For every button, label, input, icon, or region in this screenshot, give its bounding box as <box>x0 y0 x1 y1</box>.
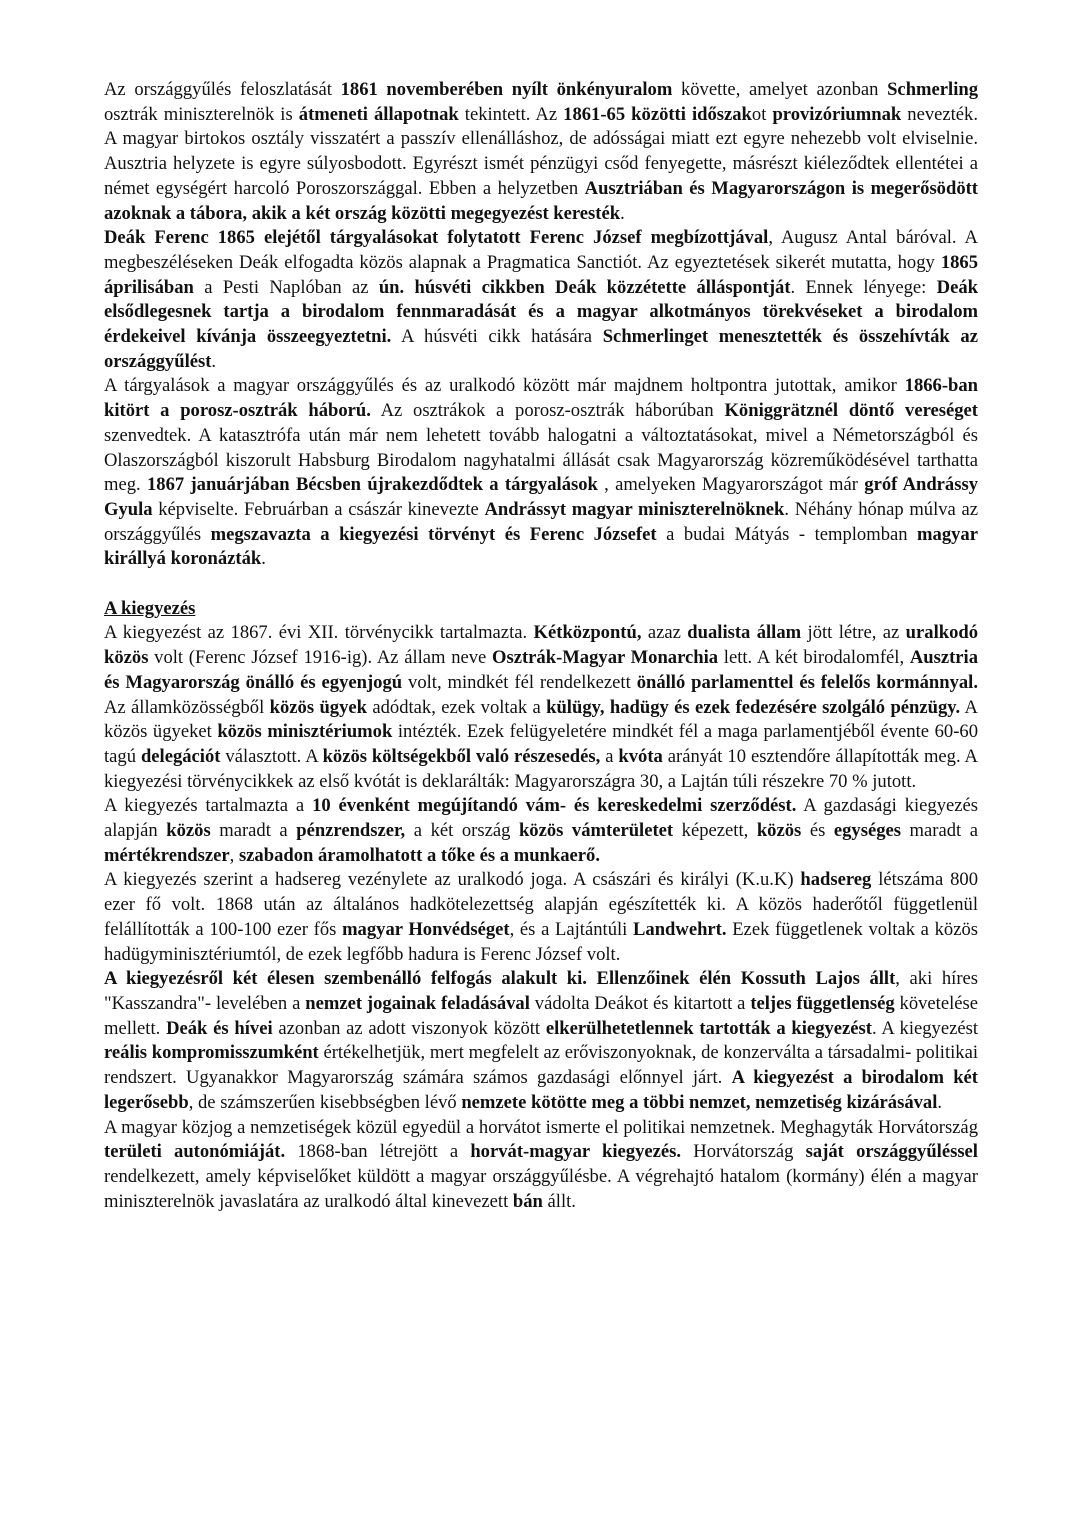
text-run: osztrák miniszterelnök is <box>104 103 299 125</box>
text-run: azonban az adott viszonyok között <box>272 1017 546 1039</box>
bold-text: mértékrendszer <box>104 844 230 866</box>
text-run: , de számszerűen kisebbségben lévő <box>188 1091 462 1113</box>
bold-text: dualista állam <box>687 622 802 644</box>
bold-text: közös <box>166 820 211 842</box>
text-run: volt (Ferenc József 1916-ig). Az állam neve <box>148 647 493 669</box>
bold-text: Schmerling <box>887 79 978 100</box>
text-run: ot <box>751 103 773 125</box>
section-heading: A kiegyezés <box>104 597 196 619</box>
text-run: rendelkezett, amely képviselőket küldött a magyar országgyűlésbe. A végrehajtó hatalom (kormány) élén a magyar miniszterelnök javaslatára az uralkodó által kinevezett <box>104 1165 978 1212</box>
bold-text: Ausztriában és Magyarországon is megerősödött azoknak a tábora, akik a két ország közötti megegyezést keresték <box>104 177 978 224</box>
paragraph <box>104 621 978 794</box>
text-run: lett. A két birodalomfél, <box>718 647 910 669</box>
bold-text: gróf Andrássy Gyula <box>104 474 979 520</box>
bold-text: teljes függetlenség <box>750 993 895 1014</box>
bold-text: átmeneti állapotnak <box>298 103 459 125</box>
text-run: . Néhány hónap múlva az országgyűlés <box>104 498 978 545</box>
bold-text: önálló parlamenttel és felelős kormánnyal. <box>636 671 978 693</box>
text-run: a budai Mátyás - templomban <box>656 523 918 545</box>
text-run: választott. A <box>220 745 323 767</box>
bold-text: reális kompromisszumként <box>104 1042 319 1064</box>
text-run <box>587 968 597 989</box>
text-run: , amelyeken Magyarországot már <box>597 474 865 496</box>
bold-text: közös <box>756 820 802 842</box>
text-run: . <box>620 202 625 224</box>
bold-text: közös minisztériumok <box>217 721 393 743</box>
text-run: 1868-ban létrejött a <box>285 1141 471 1163</box>
paragraph <box>104 226 978 374</box>
text-run: A kiegyezés szerint a hadsereg vezénylete az uralkodó joga. A császári és királyi (K.u.K) <box>104 869 801 891</box>
bold-text: nemzet jogainak feladásával <box>305 993 530 1014</box>
text-run: . Ennek lényege: <box>790 276 937 298</box>
bold-text: Schmerlinget menesztették és összehívták az országgyűlést <box>104 326 978 372</box>
paragraph <box>104 868 978 967</box>
bold-text: Deák és hívei <box>166 1017 273 1039</box>
text-run: maradt a <box>210 820 297 842</box>
text-run: a Pesti Naplóban az <box>193 276 379 298</box>
text-run: szenvedtek. A katasztrófa után már nem lehetett tovább halogatni a változtatásokat, mivel a Németországból és Olaszországból kiszorult Habsburg Birodalom nagyhatalmi állását csak Magyarország közreműködésével tarthatta meg. <box>104 424 978 496</box>
text-run: a két ország <box>405 820 519 842</box>
bold-text: 1867 januárjában Bécsben újrakezdődtek a tárgyalások <box>146 474 598 496</box>
text-run: és <box>801 820 834 842</box>
bold-text: 1866-ban kitört a porosz-osztrák háború. <box>104 375 978 422</box>
text-run: , aki híres "Kasszandra"- levelében a <box>104 968 979 1014</box>
document-page <box>104 78 978 1214</box>
bold-text: közös vámterületet <box>518 820 674 842</box>
bold-text: 1861-65 közötti időszak <box>563 103 752 125</box>
bold-text: Deák Ferenc 1865 elejétől tárgyalásokat folytatott Ferenc József megbízottjával <box>104 227 769 249</box>
text-run: tekintett. Az <box>458 103 564 125</box>
text-run: Horvátország <box>681 1141 806 1163</box>
bold-text: magyar királlyá koronázták <box>104 523 978 570</box>
bold-text: Landwehrt. <box>633 918 727 940</box>
bold-text: ún. húsvéti cikkben Deák közzétette álláspontját <box>378 276 791 298</box>
text-run: létszáma 800 ezer fő volt. 1868 után az általános hadkötelezettség alapján egészítették ki. A közös haderőtől függetlenül felállították a 100-100 ezer fős <box>104 869 979 940</box>
text-run: . <box>261 548 266 570</box>
bold-text: 1865 áprilisában <box>104 251 978 298</box>
bold-text: Osztrák-Magyar Monarchia <box>492 647 719 669</box>
paragraph <box>104 794 978 868</box>
text-run: volt, mindkét fél rendelkezett <box>402 671 637 693</box>
text-run: A húsvéti cikk hatására <box>391 326 603 348</box>
text-run: A kiegyezés tartalmazta a <box>104 795 313 817</box>
bold-text: horvát-magyar kiegyezés. <box>470 1141 682 1163</box>
text-run: A kiegyezést az 1867. évi XII. törvénycikk tartalmazta. <box>104 622 534 644</box>
bold-text: hadsereg <box>800 869 872 891</box>
text-run: , <box>229 844 239 866</box>
section-intro <box>104 78 978 572</box>
bold-text: Ausztria és Magyarország önálló és egyenjogú <box>104 647 978 693</box>
text-run: maradt a <box>901 820 978 842</box>
text-run: A tárgyalások a magyar országgyűlés és az uralkodó között már majdnem holtpontra jutottak, amikor <box>104 375 905 397</box>
text-run: . <box>937 1091 943 1113</box>
bold-text: A kiegyezésről két élesen szembenálló felfogás alakult ki. <box>104 968 587 990</box>
bold-text: elkerülhetetlennek tartották a kiegyezést <box>545 1017 872 1039</box>
text-run: A magyar közjog a nemzetiségek közül egyedül a horvátot ismerte el politikai nemzetnek. Meghagyták Horvátország <box>104 1116 978 1138</box>
text-run: állt. <box>542 1190 576 1212</box>
bold-text: delegációt <box>140 745 221 767</box>
bold-text: magyar Honvédséget <box>342 918 510 940</box>
text-run: . <box>211 350 217 372</box>
text-run: a <box>600 745 619 767</box>
text-run: A közös ügyeket <box>104 696 978 743</box>
bold-text: szabadon áramolhatott a tőke és a munkaerő. <box>238 844 600 866</box>
text-run: , Augusz Antal báróval. A megbeszéléseken Deák elfogadta közös alapnak a Pragmatica Sanctiót. Az egyeztetések sikerét mutatta, hogy <box>104 227 978 273</box>
section-kiegyezes <box>104 621 978 1214</box>
bold-text: Kétközpontú, <box>533 622 642 644</box>
bold-text: külügy, hadügy és ezek fedezésére szolgáló pénzügy. <box>546 696 961 718</box>
text-run: nevezték. A magyar birtokos osztály visszatért a passzív ellenálláshoz, de adósságai miatt ezt egyre nehezebb volt elviselnie. Ausztria helyzete is egyre súlyosbodott. Egyrészt ismét pénzügyi csőd fenyegette, másrészt kiéleződtek ellentétei a német egységért harcoló Poroszországgal. Ebben a helyzetben <box>104 103 979 199</box>
bold-text: pénzrendszer, <box>296 820 406 842</box>
bold-text: megszavazta a kiegyezési törvényt és Ferenc Józsefet <box>210 523 657 545</box>
bold-text: kvóta <box>618 745 663 767</box>
text-run: , és a Lajtántúli <box>509 918 634 940</box>
text-run: jött létre, az <box>801 622 906 644</box>
bold-text: Deák elsődlegesnek tartja a birodalom fennmaradását és a magyar alkotmányos törekvéseket a birodalom érdekeivel kívánja összeegyeztetni. <box>104 276 978 348</box>
bold-text: Andrássyt magyar miniszterelnöknek <box>484 498 785 520</box>
bold-text: A kiegyezést a birodalom két legerősebb <box>104 1067 979 1113</box>
bold-text: provizóriumnak <box>772 103 902 125</box>
text-run: követte, amelyet azonban <box>672 79 888 100</box>
text-run: adódtak, ezek voltak a <box>366 696 547 718</box>
text-run: Az osztrákok a porosz-osztrák háborúban <box>370 400 725 422</box>
bold-text: nemzete kötötte meg a többi nemzet, nemzetiség kizárásával <box>461 1091 938 1113</box>
bold-text: Königgrätznél döntő vereséget <box>724 400 978 422</box>
paragraph <box>104 78 978 226</box>
bold-text: közös költségekből való részesedés, <box>322 745 601 767</box>
text-run: A gazdasági kiegyezés alapján <box>104 795 979 842</box>
text-run: követelése mellett. <box>104 993 978 1039</box>
bold-text: 1861 novemberében nyílt önkényuralom <box>340 79 673 100</box>
bold-text: uralkodó közös <box>104 622 979 669</box>
text-run: Az országgyűlés feloszlatását <box>104 79 341 100</box>
text-run: képezett, <box>673 820 757 842</box>
text-run: intézték. Ezek felügyeletére mindkét fél a maga parlamentjéből évente 60-60 tagú <box>104 721 978 767</box>
paragraph <box>104 1116 978 1215</box>
text-run: Ezek függetlenek voltak a közös hadügyminisztériumtól, de ezek legfőbb hadura is Ferenc József volt. <box>104 918 978 965</box>
bold-text: egységes <box>833 820 901 842</box>
bold-text: közös ügyek <box>269 696 367 718</box>
paragraph <box>104 967 978 1115</box>
paragraph <box>104 374 978 572</box>
text-run: értékelhetjük, mert megfelelt az erőviszonyoknak, de konzerválta a társadalmi- politikai rendszert. Ugyanakkor Magyarország számára számos gazdasági előnnyel járt. <box>104 1042 978 1089</box>
bold-text: Ellenzőinek élén Kossuth Lajos állt <box>596 968 896 990</box>
text-run: arányát 10 esztendőre állapították meg. A kiegyezési törvénycikkek az első kvótát is deklarálták: Magyarországra 30, a Lajtán túli részekre 70 % jutott. <box>104 745 978 792</box>
bold-text: bán <box>512 1190 543 1212</box>
bold-text: saját országgyűléssel <box>805 1141 978 1163</box>
text-run: . A kiegyezést <box>871 1017 979 1039</box>
text-run: azaz <box>641 622 688 644</box>
text-run: képviselte. Februárban a császár kinevezte <box>152 498 485 520</box>
bold-text: területi autonómiáját. <box>104 1141 286 1163</box>
text-run: Az államközösségből <box>104 696 270 718</box>
bold-text: 10 évenként megújítandó vám- és kereskedelmi szerződést. <box>312 795 797 817</box>
text-run: vádolta Deákot és kitartott a <box>529 993 751 1014</box>
